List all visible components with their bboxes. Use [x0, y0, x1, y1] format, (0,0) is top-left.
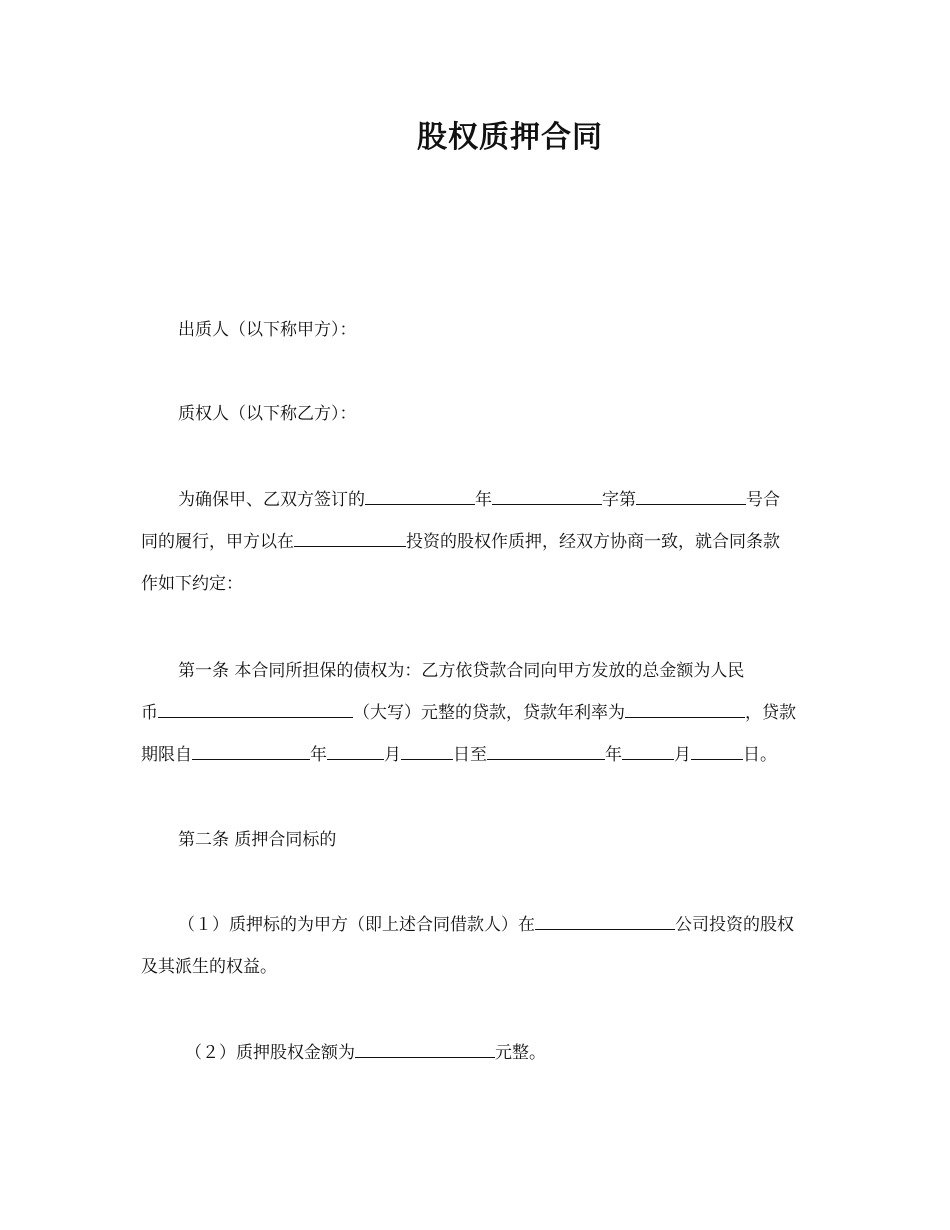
- pledgee-line: [141, 393, 813, 435]
- document-title: 股权质押合同: [417, 120, 603, 155]
- article-2-item-1-line-2: 及其派生的权益。: [141, 957, 277, 977]
- end-month-blank: [622, 745, 674, 760]
- preamble-line-1: 为确保甲、乙双方签订的 年 字第 号合: [178, 490, 780, 510]
- preamble-paragraph: [141, 479, 813, 605]
- contract-number-blank: [636, 490, 746, 505]
- article-2-item-2: [141, 1032, 813, 1074]
- interest-rate-blank: [625, 703, 745, 718]
- article-2-item-1-line-1: （１）质押标的为甲方（即上述合同借款人）在 公司投资的股权: [178, 915, 794, 935]
- contract-year-blank: [365, 490, 475, 505]
- contract-word-blank: [492, 490, 602, 505]
- article-2-heading: 第二条 质押合同标的: [178, 830, 337, 850]
- start-month-blank: [327, 745, 384, 760]
- pledged-equity-amount-blank: [355, 1043, 495, 1058]
- article-2-item-1: [141, 904, 813, 988]
- preamble-line-2: 同的履行，甲方以在 投资的股权作质押，经双方协商一致，就合同条款: [141, 532, 780, 552]
- article-1-line-2: 币 （大写）元整的贷款，贷款年利率为 ，贷款: [141, 703, 796, 723]
- end-year-blank: [487, 745, 605, 760]
- pledgee-label: 质权人（以下称乙方）：: [178, 404, 357, 424]
- loan-amount-blank: [158, 703, 353, 718]
- pledgor-line: [141, 309, 813, 351]
- article-1-line-3: 期限自 年 月 日至 年 月 日。: [141, 745, 777, 765]
- pledgor-label: 出质人（以下称甲方）：: [178, 320, 357, 340]
- start-year-blank: [192, 745, 310, 760]
- article-1-paragraph: [141, 650, 813, 776]
- end-day-blank: [691, 745, 743, 760]
- article-2-item-2-line-1: （２）质押股权金额为 元整。: [185, 1043, 546, 1063]
- article-1-line-1: 第一条 本合同所担保的债权为：乙方依贷款合同向甲方发放的总金额为人民: [178, 661, 745, 681]
- investment-company-blank: [294, 532, 406, 547]
- start-day-blank: [401, 745, 453, 760]
- pledged-company-blank: [535, 915, 675, 930]
- preamble-line-3: 作如下约定：: [141, 574, 243, 594]
